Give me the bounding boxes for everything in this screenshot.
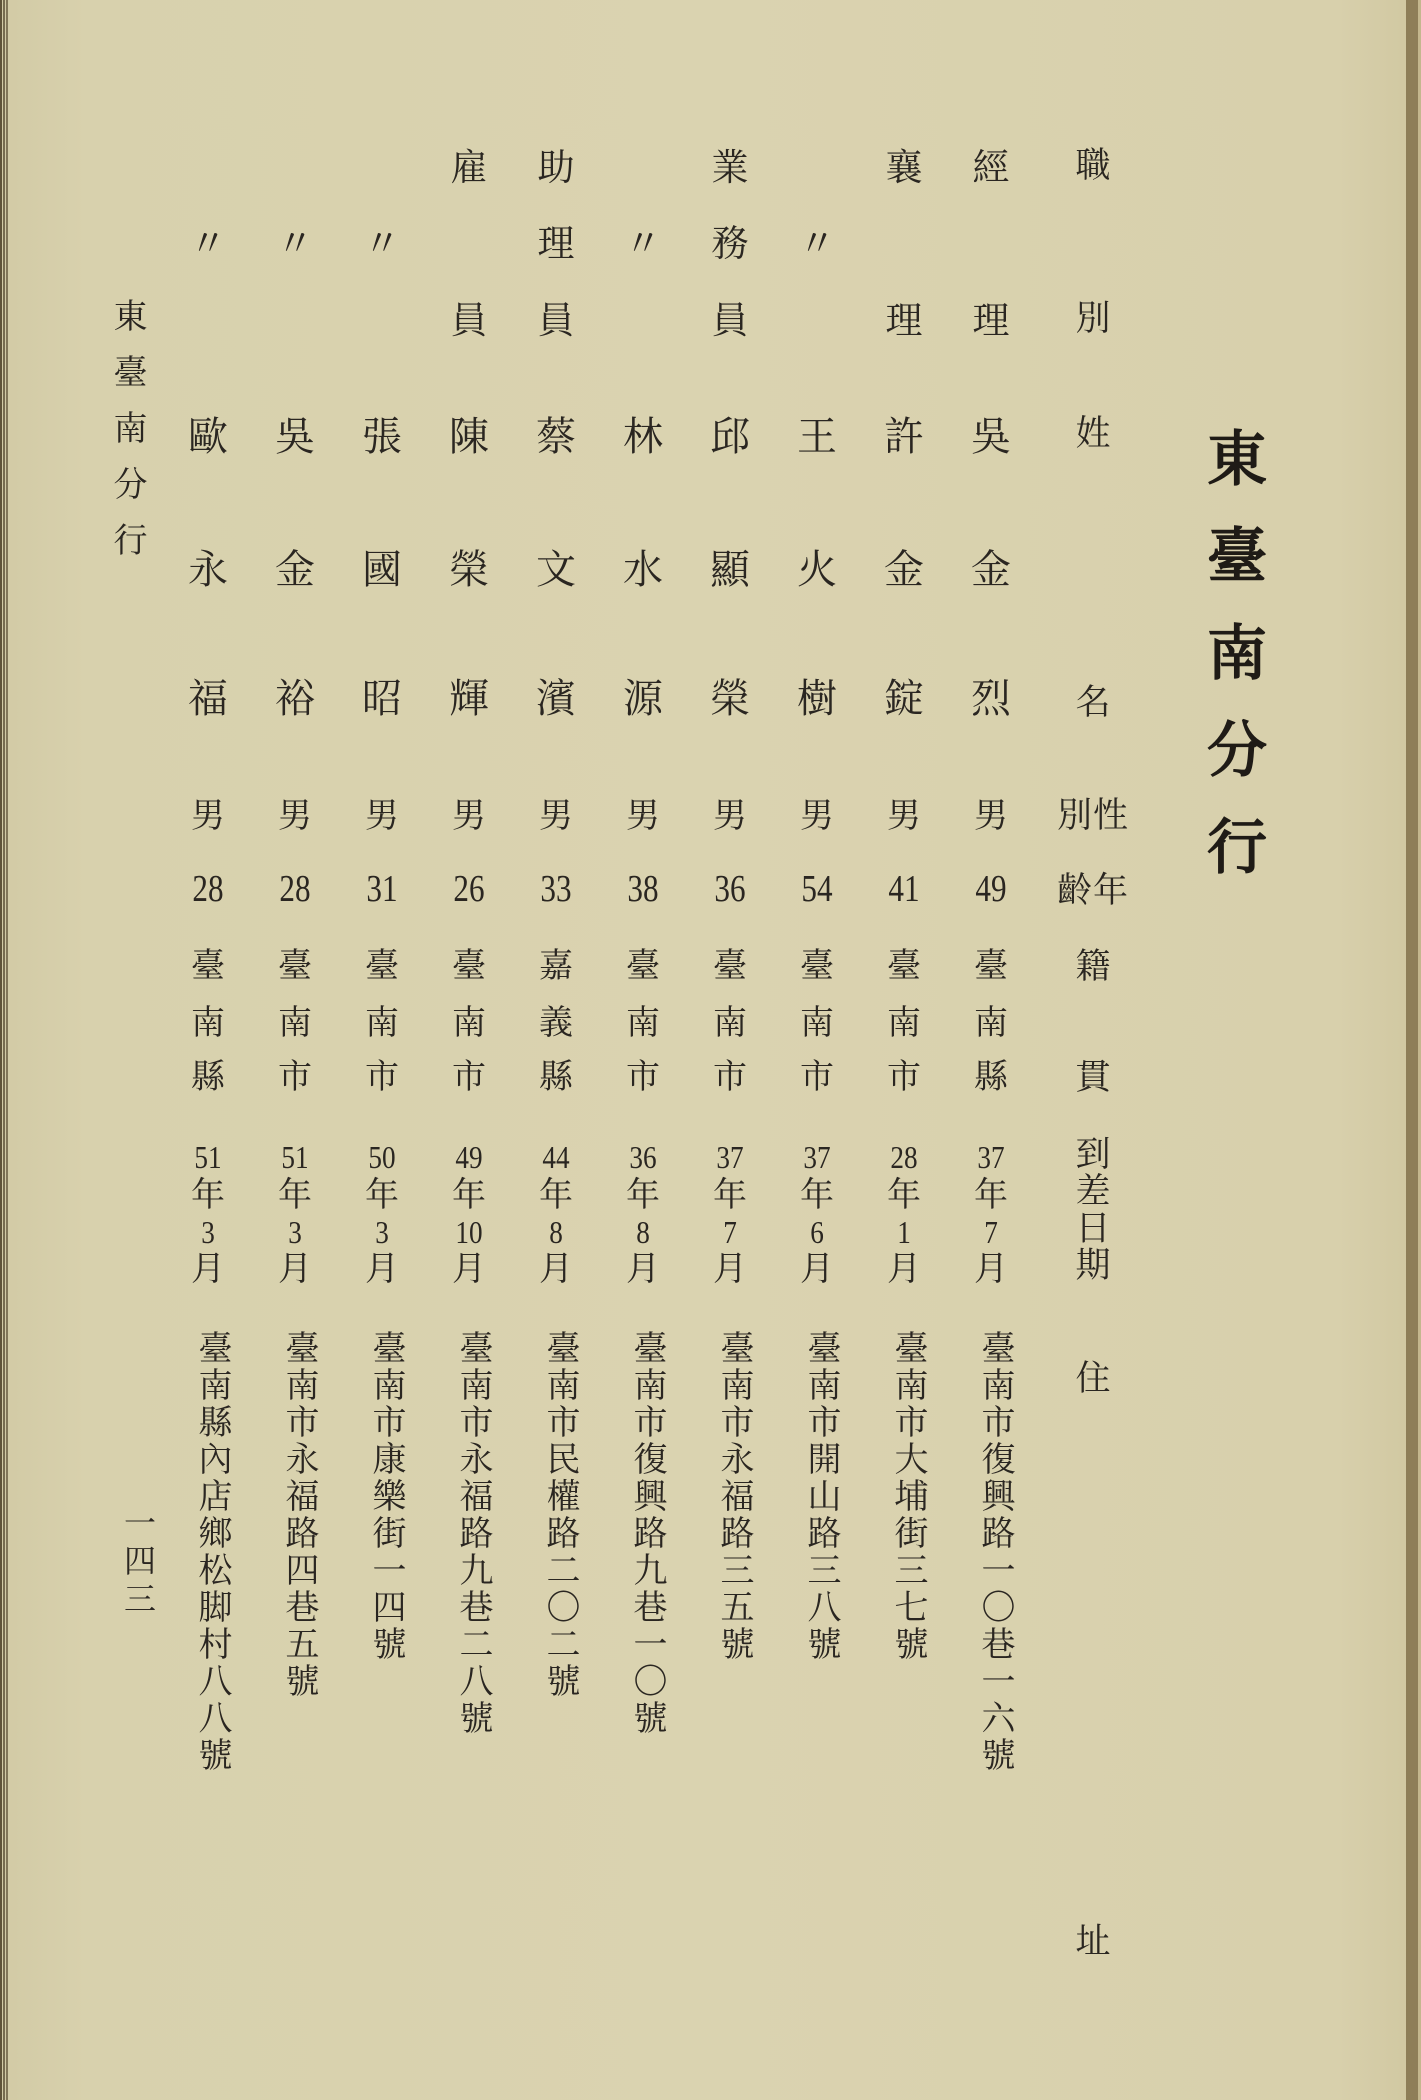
position-cell: 業 [711, 146, 749, 189]
position-cell: 雇 [450, 146, 488, 189]
table-row [700, 0, 760, 2100]
page-number: 一四三 [119, 1506, 157, 1620]
name-cell: 王 [797, 414, 837, 460]
native-place-cell: 南 [278, 1003, 312, 1043]
age-cell: 38 [627, 868, 659, 910]
position-cell: 助 [537, 146, 575, 189]
native-place-cell: 南 [974, 1003, 1008, 1043]
native-place-cell: 市 [713, 1057, 747, 1097]
header-name: 名 [1075, 683, 1111, 723]
name-cell: 文 [536, 547, 576, 593]
table-row [178, 0, 238, 2100]
header-arrival-date: 期 [1075, 1246, 1111, 1286]
address-cell: 臺南市開山路三八號 [801, 1330, 841, 1663]
header-sex: 性別 [1056, 796, 1129, 836]
native-place-cell: 市 [452, 1057, 486, 1097]
age-cell: 31 [366, 868, 398, 910]
age-cell: 36 [714, 868, 746, 910]
name-cell: 樹 [797, 676, 837, 722]
arrival-year: 51 [281, 1139, 309, 1175]
sex-cell: 男 [452, 796, 486, 836]
year-unit: 年 [887, 1175, 921, 1215]
year-unit: 年 [800, 1175, 834, 1215]
table-row [352, 0, 412, 2100]
native-place-cell: 市 [800, 1057, 834, 1097]
native-place-cell: 市 [887, 1057, 921, 1097]
native-place-cell: 臺 [800, 946, 834, 986]
table-row [961, 0, 1021, 2100]
age-cell: 49 [975, 868, 1007, 910]
native-place-cell: 臺 [365, 946, 399, 986]
name-cell: 許 [884, 414, 924, 460]
name-cell: 歐 [188, 414, 228, 460]
binding-line [0, 0, 2, 2100]
month-unit: 月 [191, 1249, 225, 1289]
age-cell: 28 [279, 868, 311, 910]
sex-cell: 男 [278, 796, 312, 836]
sex-cell: 男 [365, 796, 399, 836]
sex-cell: 男 [626, 796, 660, 836]
position-cell: 〃 [276, 222, 314, 265]
native-place-cell: 南 [713, 1003, 747, 1043]
page-edge [1406, 0, 1418, 2100]
name-cell: 林 [623, 414, 663, 460]
position-cell: 〃 [363, 222, 401, 265]
arrival-month: 6 [810, 1214, 824, 1250]
table-row [613, 0, 673, 2100]
header-native-place: 貫 [1075, 1058, 1111, 1098]
native-place-cell: 臺 [713, 946, 747, 986]
header-arrival-date: 到 [1075, 1135, 1111, 1175]
month-unit: 月 [452, 1249, 486, 1289]
native-place-cell: 臺 [974, 946, 1008, 986]
position-cell: 員 [537, 299, 575, 342]
name-cell: 昭 [362, 676, 402, 722]
native-place-cell: 臺 [452, 946, 486, 986]
name-cell: 榮 [710, 676, 750, 722]
native-place-cell: 臺 [278, 946, 312, 986]
name-cell: 水 [623, 547, 663, 593]
table-row [265, 0, 325, 2100]
arrival-month: 3 [375, 1214, 389, 1250]
address-cell: 臺南市永福路九巷二八號 [453, 1330, 493, 1737]
position-cell: 襄 [885, 146, 923, 189]
name-cell: 源 [623, 676, 663, 722]
position-cell: 〃 [798, 222, 836, 265]
arrival-month: 3 [201, 1214, 215, 1250]
header-address: 址 [1075, 1922, 1111, 1962]
name-cell: 吳 [275, 414, 315, 460]
name-cell: 金 [971, 547, 1011, 593]
sex-cell: 男 [191, 796, 225, 836]
position-cell: 〃 [189, 222, 227, 265]
native-place-cell: 縣 [974, 1057, 1008, 1097]
position-cell: 〃 [624, 222, 662, 265]
sex-cell: 男 [974, 796, 1008, 836]
position-cell: 員 [711, 299, 749, 342]
name-cell: 火 [797, 547, 837, 593]
arrival-month: 7 [984, 1214, 998, 1250]
month-unit: 月 [800, 1249, 834, 1289]
address-cell: 臺南市大埔街三七號 [888, 1330, 928, 1663]
header-position: 別 [1075, 299, 1111, 339]
year-unit: 年 [539, 1175, 573, 1215]
position-cell: 務 [711, 222, 749, 265]
name-cell: 濱 [536, 676, 576, 722]
arrival-year: 28 [890, 1139, 918, 1175]
arrival-month: 1 [897, 1214, 911, 1250]
arrival-year: 37 [716, 1139, 744, 1175]
native-place-cell: 縣 [191, 1057, 225, 1097]
position-cell: 理 [537, 222, 575, 265]
age-cell: 33 [540, 868, 572, 910]
native-place-cell: 南 [800, 1003, 834, 1043]
arrival-year: 50 [368, 1139, 396, 1175]
native-place-cell: 南 [452, 1003, 486, 1043]
native-place-cell: 臺 [887, 946, 921, 986]
binding-line [3, 0, 5, 2100]
age-cell: 26 [453, 868, 485, 910]
table-row [439, 0, 499, 2100]
arrival-year: 37 [977, 1139, 1005, 1175]
table-row [787, 0, 847, 2100]
header-arrival-date: 日 [1075, 1209, 1111, 1249]
position-cell: 員 [450, 299, 488, 342]
native-place-cell: 縣 [539, 1057, 573, 1097]
month-unit: 月 [626, 1249, 660, 1289]
month-unit: 月 [365, 1249, 399, 1289]
year-unit: 年 [626, 1175, 660, 1215]
header-native-place: 籍 [1075, 947, 1111, 987]
sex-cell: 男 [800, 796, 834, 836]
name-cell: 國 [362, 547, 402, 593]
month-unit: 月 [713, 1249, 747, 1289]
header-age: 年齡 [1056, 871, 1129, 911]
address-cell: 臺南市民權路二〇二號 [540, 1330, 580, 1700]
table-row [874, 0, 934, 2100]
native-place-cell: 市 [365, 1057, 399, 1097]
native-place-cell: 義 [539, 1003, 573, 1043]
address-cell: 臺南市永福路三五號 [714, 1330, 754, 1663]
table-header [1033, 0, 1153, 2100]
native-place-cell: 南 [365, 1003, 399, 1043]
header-arrival-date: 差 [1075, 1172, 1111, 1212]
name-cell: 永 [188, 547, 228, 593]
year-unit: 年 [974, 1175, 1008, 1215]
page-title: 東臺南分行 [1197, 427, 1267, 912]
year-unit: 年 [365, 1175, 399, 1215]
address-cell: 臺南市永福路四巷五號 [279, 1330, 319, 1700]
position-cell: 理 [972, 299, 1010, 342]
name-cell: 蔡 [536, 414, 576, 460]
name-cell: 顯 [710, 547, 750, 593]
month-unit: 月 [278, 1249, 312, 1289]
native-place-cell: 市 [278, 1057, 312, 1097]
arrival-month: 8 [636, 1214, 650, 1250]
native-place-cell: 南 [887, 1003, 921, 1043]
arrival-month: 3 [288, 1214, 302, 1250]
arrival-year: 37 [803, 1139, 831, 1175]
arrival-month: 7 [723, 1214, 737, 1250]
age-cell: 41 [888, 868, 920, 910]
month-unit: 月 [974, 1249, 1008, 1289]
name-cell: 烈 [971, 676, 1011, 722]
year-unit: 年 [452, 1175, 486, 1215]
name-cell: 金 [884, 547, 924, 593]
sex-cell: 男 [887, 796, 921, 836]
position-cell: 理 [885, 299, 923, 342]
name-cell: 錠 [884, 676, 924, 722]
name-cell: 福 [188, 676, 228, 722]
address-cell: 臺南市康樂街一四號 [366, 1330, 406, 1663]
table-row [526, 0, 586, 2100]
address-cell: 臺南市復興路九巷一〇號 [627, 1330, 667, 1737]
name-cell: 裕 [275, 676, 315, 722]
sex-cell: 男 [713, 796, 747, 836]
native-place-cell: 嘉 [539, 946, 573, 986]
sex-cell: 男 [539, 796, 573, 836]
name-cell: 陳 [449, 414, 489, 460]
header-position: 職 [1075, 146, 1111, 186]
binding-line [6, 0, 8, 2100]
name-cell: 輝 [449, 676, 489, 722]
header-name: 姓 [1075, 414, 1111, 454]
month-unit: 月 [887, 1249, 921, 1289]
native-place-cell: 臺 [191, 946, 225, 986]
address-cell: 臺南市復興路一〇巷一六號 [975, 1330, 1015, 1774]
address-cell: 臺南縣內店鄉松脚村八八號 [192, 1330, 232, 1774]
year-unit: 年 [191, 1175, 225, 1215]
arrival-year: 49 [455, 1139, 483, 1175]
native-place-cell: 市 [626, 1057, 660, 1097]
month-unit: 月 [539, 1249, 573, 1289]
name-cell: 邱 [710, 414, 750, 460]
position-cell: 經 [972, 146, 1010, 189]
arrival-year: 51 [194, 1139, 222, 1175]
native-place-cell: 南 [191, 1003, 225, 1043]
arrival-year: 44 [542, 1139, 570, 1175]
year-unit: 年 [713, 1175, 747, 1215]
name-cell: 榮 [449, 547, 489, 593]
name-cell: 張 [362, 414, 402, 460]
name-cell: 吳 [971, 414, 1011, 460]
name-cell: 金 [275, 547, 315, 593]
header-address: 住 [1075, 1359, 1111, 1399]
age-cell: 28 [192, 868, 224, 910]
arrival-month: 10 [455, 1214, 483, 1250]
native-place-cell: 南 [626, 1003, 660, 1043]
native-place-cell: 臺 [626, 946, 660, 986]
year-unit: 年 [278, 1175, 312, 1215]
age-cell: 54 [801, 868, 833, 910]
arrival-year: 36 [629, 1139, 657, 1175]
running-header: 東臺南分行 [107, 298, 147, 578]
arrival-month: 8 [549, 1214, 563, 1250]
